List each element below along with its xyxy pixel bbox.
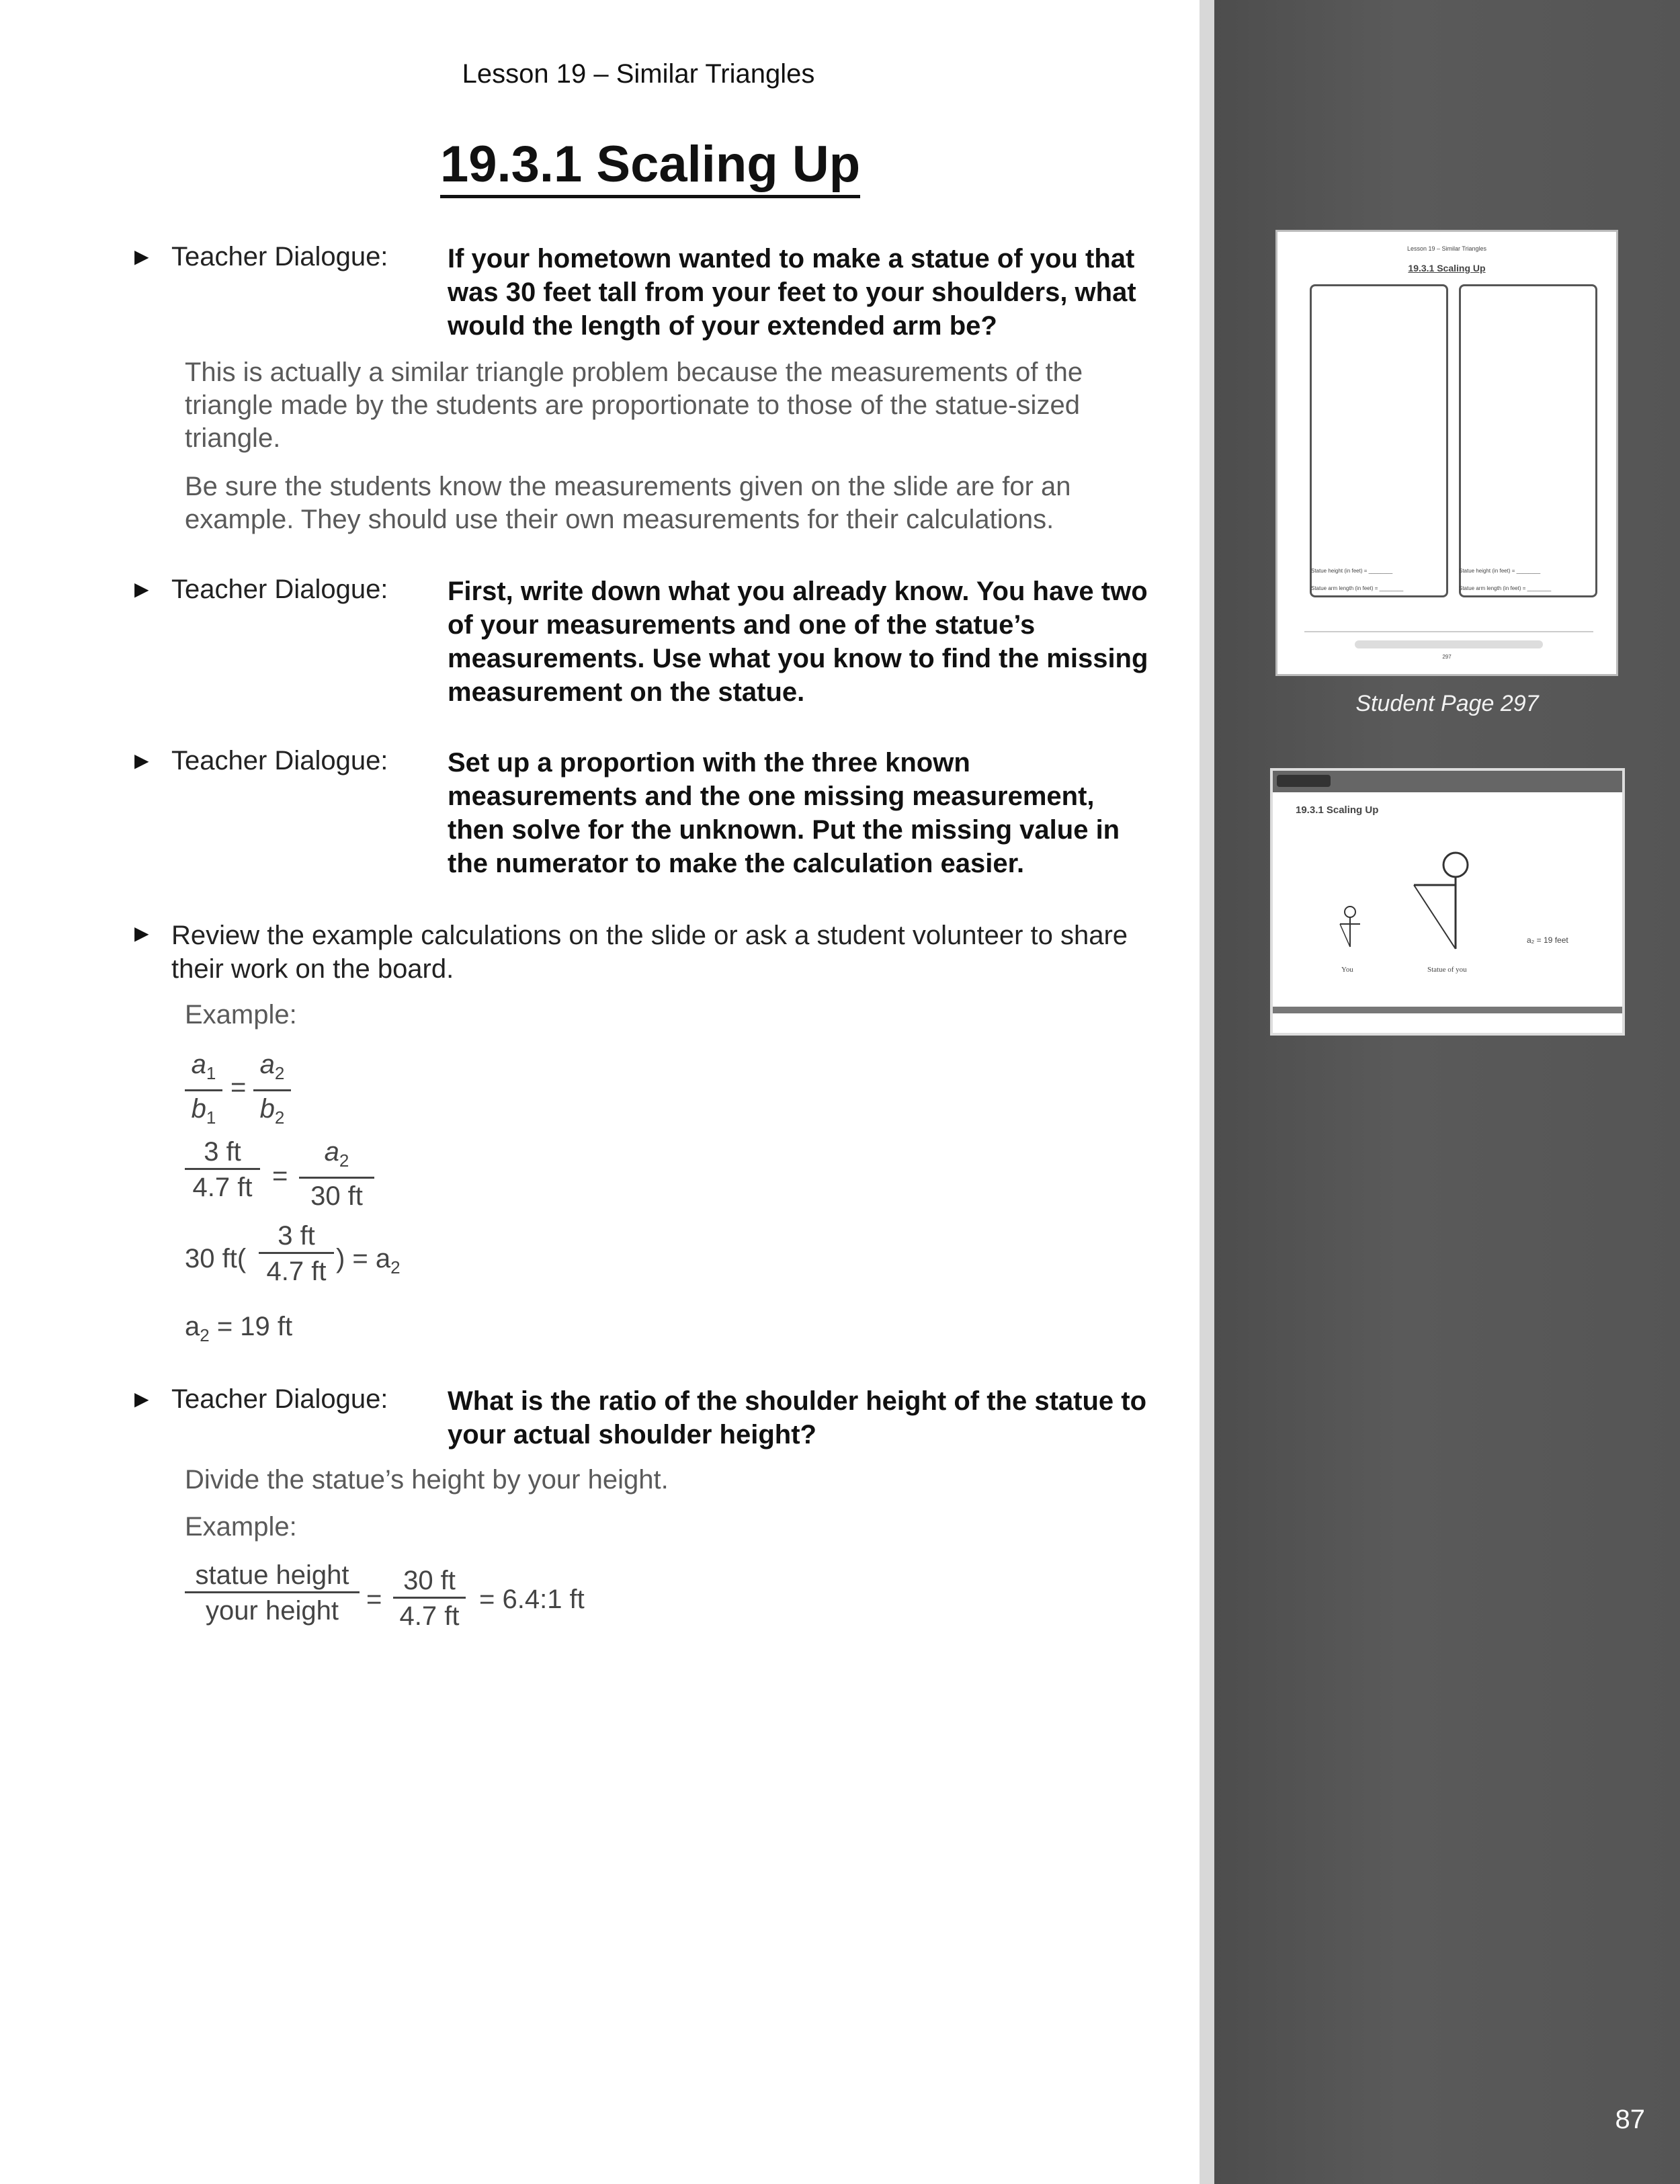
dialogue-label: Teacher Dialogue: — [171, 575, 388, 604]
bullet-icon: ▶ — [134, 750, 149, 771]
instruction-text: Review the example calculations on the slide or ask a student volunteer to share their work on the board. — [171, 921, 1128, 984]
bullet-icon: ▶ — [134, 1388, 149, 1409]
stick-figure-diagram — [1273, 771, 1622, 1033]
nav-strip — [1355, 640, 1543, 648]
dialogue-label: Teacher Dialogue: — [171, 746, 388, 775]
dialogue-label: Teacher Dialogue: — [171, 242, 388, 271]
dialogue-text: What is the ratio of the shoulder height of the statue to your actual shoulder height? — [448, 1386, 1146, 1450]
drawing-box — [1459, 284, 1597, 597]
bullet-icon: ▶ — [134, 246, 149, 267]
teacher-note: Be sure the students know the measurements given on the slide are for an example. They should use their own measurements for their calculations. — [185, 472, 1071, 534]
teacher-note: This is actually a similar triangle problem because the measurements of the triangle made by the students are proportionate to those of the statue-sized triangle. — [185, 358, 1083, 453]
example-label: Example: — [185, 1512, 297, 1542]
page-gutter — [1200, 0, 1214, 2184]
example-label: Example: — [185, 1000, 297, 1030]
dialogue-text: Set up a proportion with the three known measurements and the one missing measurement, then solve for the unknown. Put the missing value in the numerator to make the calculation easier. — [448, 748, 1120, 878]
thumbnail-caption: Student Page 297 — [1355, 691, 1539, 716]
dialogue-label: Teacher Dialogue: — [171, 1384, 388, 1414]
drawing-box — [1310, 284, 1448, 597]
page-number: 87 — [1615, 2105, 1645, 2134]
dialogue-text: If your hometown wanted to make a statue of you that was 30 feet tall from your feet to your shoulders, what would the length of your extended arm be? — [448, 244, 1136, 341]
page-title: 19.3.1 Scaling Up — [440, 134, 860, 198]
bullet-icon: ▶ — [134, 923, 149, 943]
student-page-thumbnail: Lesson 19 – Similar Triangles 19.3.1 Scaling Up Statue height (in feet) = ________ Statue height (in feet) = ________ Statue arm length (in feet) = ________ Statue arm length (in feet) = ________ 297 — [1275, 230, 1618, 676]
equation-result: $a_2 = 19$ ft — [185, 1312, 293, 1345]
bullet-icon: ▶ — [134, 579, 149, 599]
lesson-header: Lesson 19 – Similar Triangles — [462, 59, 815, 89]
divider — [1304, 631, 1593, 632]
teacher-note: Divide the statue’s height by your height. — [185, 1465, 669, 1495]
slide-thumbnail: 19.3.1 Scaling Up You Statue of you a₂ = 19 feet — [1270, 768, 1625, 1036]
dialogue-text: First, write down what you already know. You have two of your measurements and one of the statue’s measurements. Use what you know to find the missing measurement on the statue. — [448, 577, 1148, 707]
